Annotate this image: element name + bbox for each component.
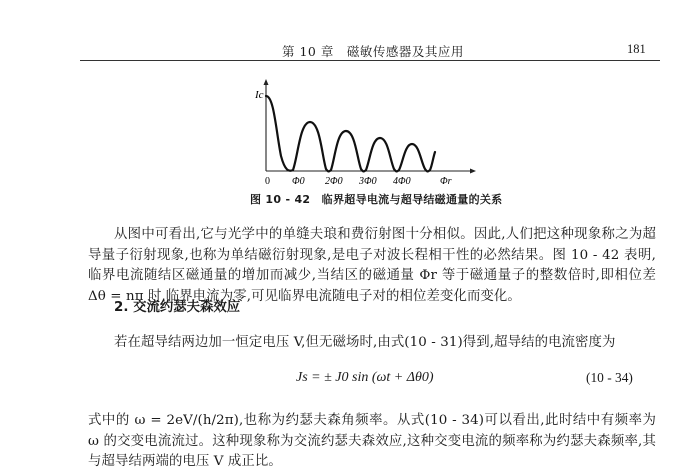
diffraction-plot	[248, 76, 478, 192]
page-number: 181	[627, 42, 646, 56]
figure-10-42	[248, 76, 478, 192]
equation-10-34: Js = ± J0 sin (ωt + Δθ0)	[296, 370, 434, 385]
running-header	[0, 38, 699, 60]
x-tick-0: 0	[265, 176, 270, 187]
paragraph-diffraction: 从图中可看出,它与光学中的单缝夫琅和费衍射图十分相似。因此,人们把这种现象称之为超导量子衍射现象,也称为单结磁衍射现象,是电子对波长程相干性的必然结果。图 10 - 42 表明,临界电流随结区磁通量的增加而减少,当结区的磁通量 Φr 等于磁通量子的整数倍时,即相位差 Δθ = nπ 时,临界电流为零,可见临界电流随电子对的相位差变化而变化。	[88, 227, 656, 304]
x-tick-3: 3Φ0	[359, 176, 377, 187]
chapter-title: 第 10 章 磁敏传感器及其应用	[282, 44, 464, 59]
x-axis-label: Φr	[440, 176, 452, 187]
figure-caption: 图 10 - 42 临界超导电流与超导结磁通量的关系	[250, 193, 503, 206]
equation-number: (10 - 34)	[586, 370, 633, 385]
x-tick-4: 4Φ0	[393, 176, 411, 187]
y-axis-arrow	[264, 79, 269, 85]
x-tick-2: 2Φ0	[325, 176, 343, 187]
paragraph-josephson-frequency: 式中的 ω = 2eV/(h/2π),也称为约瑟夫森角频率。从式(10 - 34)可以看出,此时结中有频率为 ω 的交变电流流过。这种现象称为交流约瑟夫森效应,这种交变电流的频率称为约瑟夫森频率,其与超导结两端的电压 V 成正比。	[88, 413, 656, 470]
header-rule	[80, 60, 660, 61]
section-heading: 2. 交流约瑟夫森效应	[114, 300, 241, 315]
x-tick-1: Φ0	[292, 176, 305, 187]
x-axis-arrow	[470, 169, 476, 174]
y-axis-label: Ic	[255, 89, 264, 101]
critical-current-curve	[266, 96, 435, 171]
paragraph-ac-intro: 若在超导结两边加一恒定电压 V,但无磁场时,由式(10 - 31)得到,超导结的电流密度为	[114, 335, 616, 351]
